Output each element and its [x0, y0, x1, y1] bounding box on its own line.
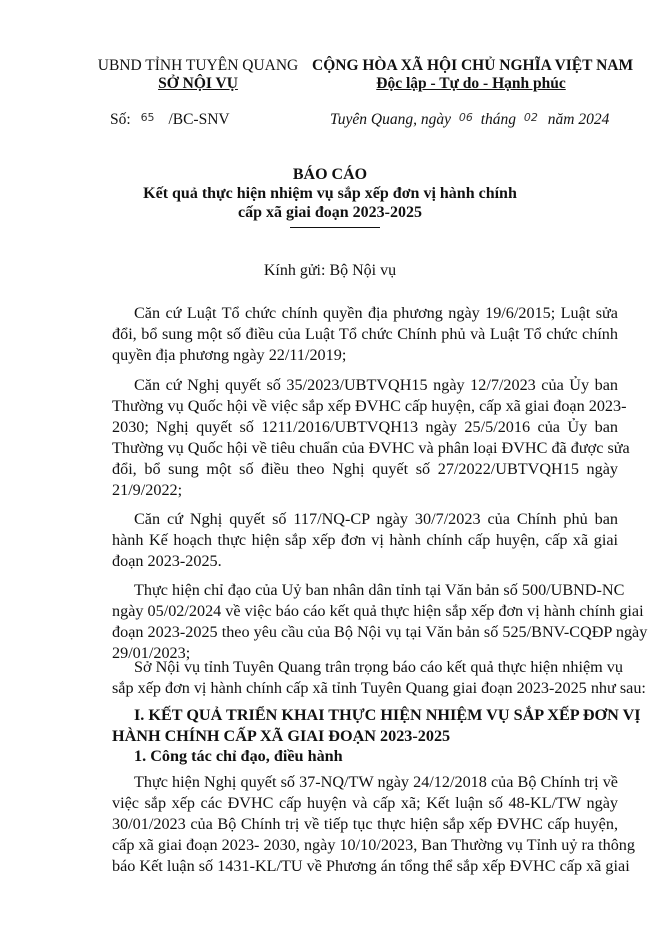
- paragraph-line: đổi, bổ sung một số điều theo Nghị quyết số 27/2022/UBTVQH15 ngày: [112, 460, 618, 478]
- paragraph-line: việc sắp xếp các ĐVHC cấp huyện và cấp xã; Kết luận số 48-KL/TW ngày: [112, 794, 618, 812]
- subsection-heading-1: [112, 746, 618, 767]
- agency-name: UBND TỈNH TUYÊN QUANG: [97, 57, 299, 74]
- subsection-heading-text: 1. Công tác chỉ đạo, điều hành: [134, 747, 343, 765]
- agency-sub-text: SỞ NỘI VỤ: [158, 75, 238, 92]
- paragraph-line: Thường vụ Quốc hội về việc sắp xếp ĐVHC cấp huyện, cấp xã giai đoạn 2023-: [112, 397, 627, 415]
- date-month: 02: [523, 111, 538, 124]
- section-heading-line: I. KẾT QUẢ TRIỂN KHAI THỰC HIỆN NHIỆM VỤ SẮP XẾP ĐƠN VỊ: [134, 706, 641, 724]
- year-label: năm 2024: [547, 111, 610, 128]
- paragraph-legal-basis-3: [112, 509, 618, 572]
- number-suffix: /BC-SNV: [168, 111, 230, 128]
- number-value: 65: [140, 111, 155, 124]
- paragraph-line: báo Kết luận số 1431-KL/TU về Phương án tổng thể sắp xếp ĐVHC cấp xã giai: [112, 857, 630, 875]
- paragraph-line: 2030; Nghị quyết số 1211/2016/UBTVQH13 ngày 25/5/2016 của Ủy ban: [112, 418, 618, 436]
- date-day: 06: [458, 111, 473, 124]
- paragraph-line: Sở Nội vụ tỉnh Tuyên Quang trân trọng báo cáo kết quả thực hiện nhiệm vụ: [134, 658, 623, 676]
- national-title: CỘNG HÒA XÃ HỘI CHỦ NGHĨA VIỆT NAM: [312, 57, 634, 74]
- title-underline: [290, 227, 380, 228]
- number-prefix: Số:: [110, 111, 131, 128]
- paragraph-line: 30/01/2023 của Bộ Chính trị về tiếp tục thực hiện sắp xếp ĐVHC cấp huyện,: [112, 815, 618, 833]
- recipient: Kính gửi: Bộ Nội vụ: [263, 262, 397, 279]
- paragraph-direction: [112, 580, 648, 664]
- paragraph-legal-basis-1: [112, 303, 618, 366]
- paragraph-line: Thực hiện chỉ đạo của Uỷ ban nhân dân tỉnh tại Văn bản số 500/UBND-NC: [134, 581, 625, 599]
- paragraph-line: 29/01/2023;: [112, 644, 191, 662]
- paragraph-line: ngày 05/02/2024 về việc báo cáo kết quả thực hiện sắp xếp đơn vị hành chính giai: [112, 602, 644, 620]
- paragraph-line: đổi, bổ sung một số điều của Luật Tổ chức Chính phủ và Luật Tổ chức chính: [112, 325, 618, 343]
- document-type: BÁO CÁO: [292, 166, 368, 183]
- paragraph-line: Căn cứ Nghị quyết số 117/NQ-CP ngày 30/7/2023 của Chính phủ ban: [134, 510, 618, 528]
- paragraph-line: quyền địa phương ngày 22/11/2019;: [112, 346, 347, 364]
- place-date-prefix: Tuyên Quang, ngày: [330, 111, 451, 128]
- document-number: [110, 111, 230, 129]
- paragraph-line: hành Kế hoạch thực hiện sắp xếp đơn vị hành chính cấp huyện, cấp xã giai: [112, 531, 618, 549]
- agency-sub-name: [88, 75, 308, 93]
- paragraph-legal-basis-2: [112, 375, 630, 501]
- paragraph-line: cấp xã giai đoạn 2023- 2030, ngày 10/10/2023, Ban Thường vụ Tỉnh uỷ ra thông: [112, 836, 635, 854]
- paragraph-line: đoạn 2023-2025 theo yêu cầu của Bộ Nội vụ tại Văn bản số 525/BNV-CQĐP ngày: [112, 623, 648, 641]
- month-label: tháng: [480, 111, 517, 128]
- paragraph-line: Thực hiện Nghị quyết số 37-NQ/TW ngày 24/12/2018 của Bộ Chính trị về: [134, 773, 618, 791]
- document-title-line2: cấp xã giai đoạn 2023-2025: [237, 204, 422, 221]
- paragraph-line: Căn cứ Luật Tổ chức chính quyền địa phương ngày 19/6/2015; Luật sửa: [134, 304, 618, 322]
- paragraph-line: đoạn 2023-2025.: [112, 552, 222, 570]
- document-title-line1: Kết quả thực hiện nhiệm vụ sắp xếp đơn vị hành chính: [143, 185, 517, 202]
- paragraph-line: Thường vụ Quốc hội về tiêu chuẩn của ĐVHC và phân loại ĐVHC đã được sửa: [112, 439, 630, 457]
- national-motto: [312, 75, 630, 93]
- paragraph-implementation: [112, 772, 635, 877]
- paragraph-line: Căn cứ Nghị quyết số 35/2023/UBTVQH15 ngày 12/7/2023 của Ủy ban: [134, 376, 618, 394]
- motto-text: Độc lập - Tự do - Hạnh phúc: [376, 75, 566, 92]
- section-heading-1: [112, 705, 641, 747]
- place-date: [330, 111, 609, 129]
- section-heading-line: HÀNH CHÍNH CẤP XÃ GIAI ĐOẠN 2023-2025: [112, 727, 451, 745]
- paragraph-line: 21/9/2022;: [112, 481, 183, 499]
- paragraph-line: sắp xếp đơn vị hành chính cấp xã tỉnh Tuyên Quang giai đoạn 2023-2025 như sau:: [112, 679, 646, 697]
- paragraph-report-intro: [112, 657, 646, 699]
